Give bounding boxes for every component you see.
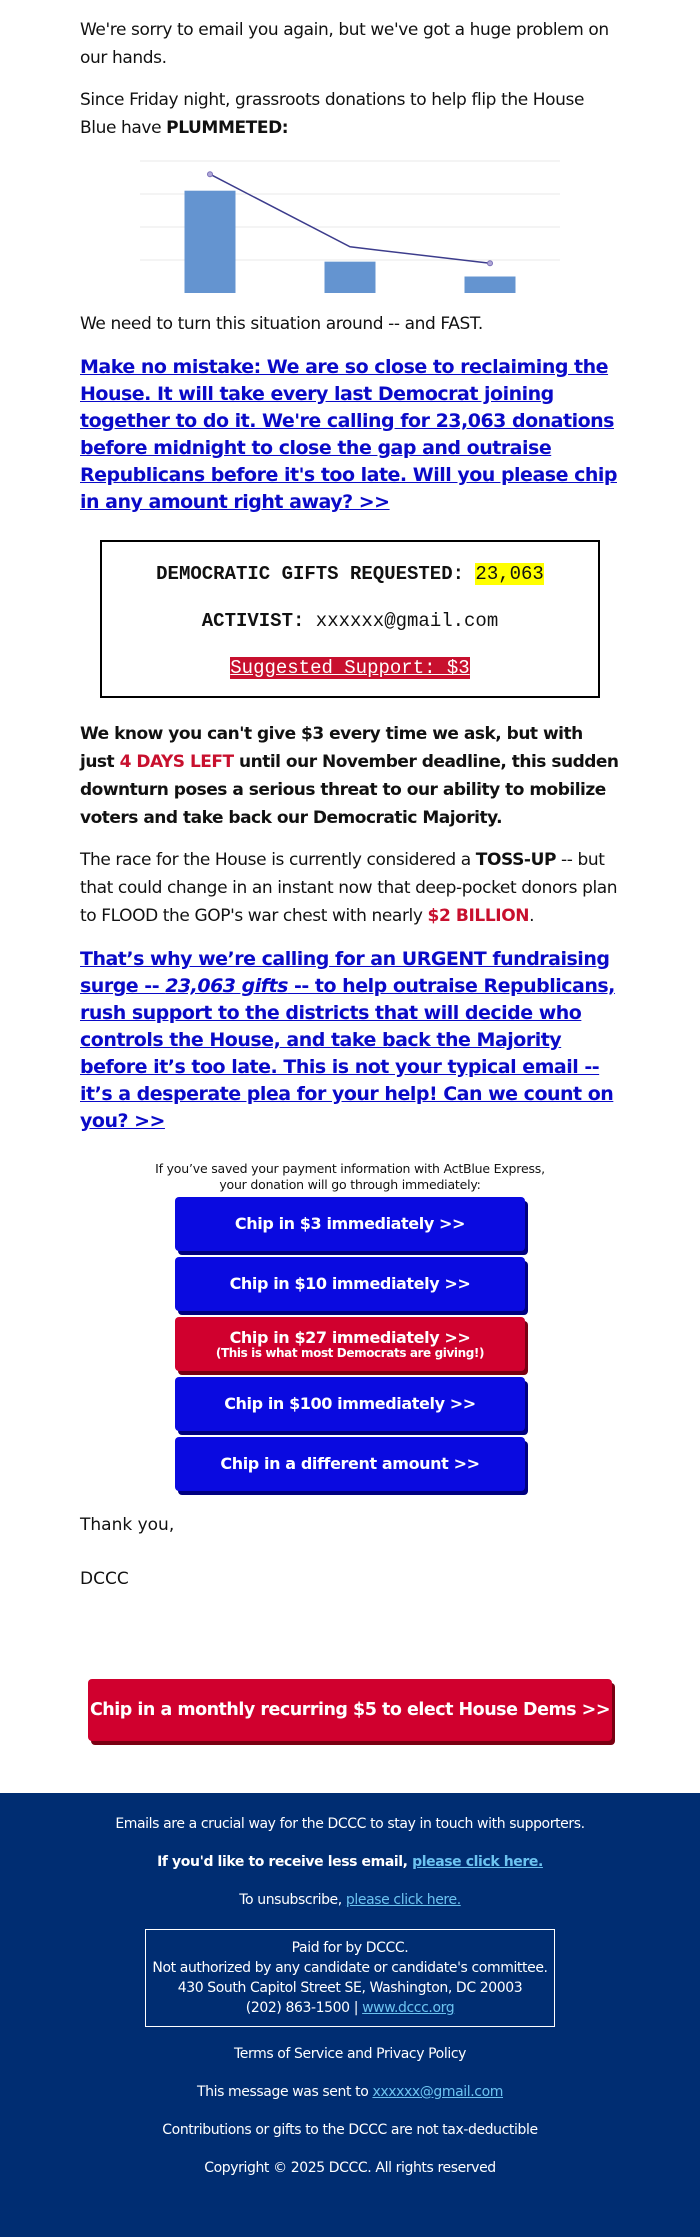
- toss-up-bold: TOSS-UP: [475, 850, 557, 870]
- activist-email: xxxxxx@gmail.com: [315, 610, 499, 632]
- unsubscribe-row: [0, 1891, 700, 1910]
- cta-paragraph-2: [80, 946, 620, 1135]
- chart-bar: [325, 262, 376, 293]
- button-label: Chip in $100 immediately >>: [224, 1394, 476, 1413]
- cta-link-reclaim-house[interactable]: Make no mistake: We are so close to reclaiming the House. It will take every last Democrat joining together to do it. We're calling for 23,063 donations before midnight to close the gap and outraise Republicans before it's too late. Will you please chip in any amount right away? >>: [80, 356, 617, 513]
- intro-paragraph: We're sorry to email you again, but we've got a huge problem on our hands.: [80, 20, 609, 68]
- contact-row: [150, 1998, 550, 2018]
- race-text-middle: -- but that could change in an instant now that deep-pocket donors plan to FLOOD the GOP's war chest with nearly: [80, 850, 618, 926]
- chip-in-different-amount-button[interactable]: [175, 1437, 525, 1491]
- gift-request-box: [100, 540, 600, 698]
- gifts-requested-value: 23,063: [475, 563, 544, 585]
- urgency-text-suffix: until our November deadline, this sudden downturn poses a serious threat to our ability to mobilize voters and take back our Democratic Majority.: [80, 752, 619, 828]
- tax-disclaimer: Contributions or gifts to the DCCC are not tax-deductible: [162, 2122, 538, 2138]
- unsubscribe-text: To unsubscribe,: [239, 1892, 346, 1908]
- chip-in-3-button[interactable]: [175, 1197, 525, 1251]
- suggested-support-row: [112, 654, 588, 682]
- sent-to-row: [0, 2083, 700, 2102]
- button-label: Chip in $10 immediately >>: [229, 1274, 471, 1293]
- chip-in-27-button[interactable]: [175, 1317, 525, 1371]
- signature: DCCC: [80, 1569, 129, 1589]
- button-label: Chip in $3 immediately >>: [234, 1214, 466, 1233]
- gifts-requested-label: DEMOCRATIC GIFTS REQUESTED:: [156, 563, 476, 585]
- terms-privacy-link[interactable]: Terms of Service and Privacy Policy: [233, 2046, 466, 2062]
- copyright: Copyright © 2025 DCCC. All rights reserved: [204, 2160, 496, 2176]
- footer-intro: Emails are a crucial way for the DCCC to stay in touch with supporters.: [115, 1816, 585, 1832]
- chip-in-100-button[interactable]: [175, 1377, 525, 1431]
- chart-bar: [185, 191, 236, 293]
- actblue-note-line-1: If you’ve saved your payment information with ActBlue Express,: [155, 1161, 545, 1176]
- sent-to-text: This message was sent to: [197, 2084, 373, 2100]
- paid-for-text: Paid for by DCCC.: [291, 1940, 409, 1956]
- race-text: The race for the House is currently considered a: [80, 850, 476, 870]
- chart-point-marker: [488, 261, 493, 266]
- button-label: Chip in a different amount >>: [220, 1454, 480, 1473]
- days-left-highlight: 4 DAYS LEFT: [119, 752, 234, 772]
- plummeted-paragraph: [80, 86, 620, 142]
- gift-count-italic: 23,063 gifts: [165, 975, 288, 997]
- two-billion-highlight: $2 BILLION: [427, 906, 530, 926]
- not-authorized-text: Not authorized by any candidate or candidate's committee.: [152, 1960, 548, 1976]
- donation-chart-svg: [140, 156, 560, 296]
- race-text-suffix: .: [529, 906, 535, 926]
- gifts-requested-row: [112, 560, 588, 588]
- less-email-text: If you'd like to receive less email,: [157, 1854, 413, 1870]
- chart-point-marker: [208, 172, 213, 177]
- website-link[interactable]: www.dccc.org: [362, 2000, 455, 2016]
- signoff: Thank you,: [80, 1515, 175, 1535]
- suggested-support-link[interactable]: Suggested Support: $3: [230, 657, 470, 679]
- cta-link-text: That’s why we’re calling for an URGENT fundraising surge --: [80, 948, 610, 997]
- legal-disclaimer-box: [145, 1929, 555, 2027]
- urgency-paragraph: [80, 720, 620, 832]
- less-email-link[interactable]: please click here.: [412, 1854, 543, 1870]
- plummeted-bold: PLUMMETED:: [166, 118, 289, 138]
- chip-in-10-button[interactable]: [175, 1257, 525, 1311]
- cta-paragraph-1: [80, 354, 620, 516]
- chart-trend-line: [210, 174, 490, 263]
- chart-bar: [465, 277, 516, 294]
- urgency-text: We know you can't give $3 every time we ask, but with just: [80, 724, 583, 772]
- activist-label: ACTIVIST:: [201, 610, 316, 632]
- race-paragraph: [80, 846, 620, 930]
- donation-buttons: [175, 1197, 525, 1491]
- cta-link-text-suffix: -- to help outraise Republicans, rush support to the districts that will decide who controls the House, and take back the Majority before it’s too late. This is not your typical email -- it’s a desperate plea for your help! Can we count on you? >>: [80, 975, 615, 1132]
- turnaround-paragraph: We need to turn this situation around -- and FAST.: [80, 314, 483, 334]
- actblue-note-line-2: your donation will go through immediately:: [219, 1177, 481, 1192]
- cta-link-urgent-surge[interactable]: [80, 948, 615, 1132]
- button-label: Chip in $27 immediately >>: [229, 1327, 471, 1347]
- actblue-express-note: [80, 1161, 620, 1193]
- donation-chart: [140, 156, 560, 296]
- footer: [0, 1793, 700, 2237]
- plummeted-text: Since Friday night, grassroots donations to help flip the House Blue have: [80, 90, 585, 138]
- recipient-email-link[interactable]: xxxxxx@gmail.com: [372, 2084, 503, 2100]
- unsubscribe-link[interactable]: please click here.: [345, 1892, 461, 1908]
- button-sublabel: (This is what most Democrats are giving!): [215, 1345, 485, 1360]
- address-text: 430 South Capitol Street SE, Washington, DC 20003: [177, 1980, 523, 1996]
- recurring-section: [0, 1593, 700, 1793]
- monthly-recurring-button[interactable]: Chip in a monthly recurring $5 to elect House Dems >>: [88, 1679, 612, 1741]
- phone-text: (202) 863-1500 |: [245, 2000, 363, 2016]
- less-email-row: [0, 1853, 700, 1872]
- activist-row: [112, 607, 588, 635]
